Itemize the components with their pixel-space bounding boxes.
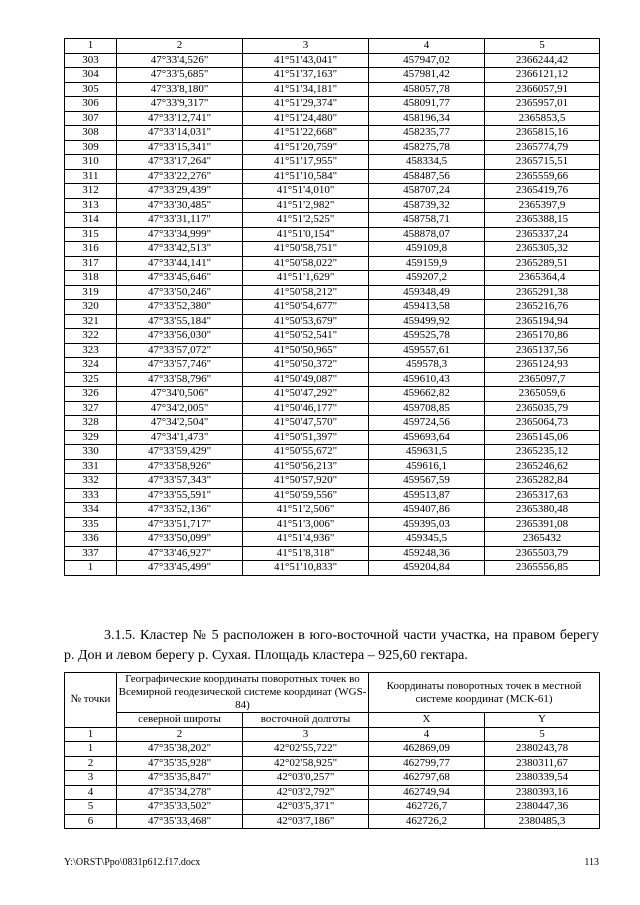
table-cell: 2365064,73 [485,416,600,431]
table-cell: 47°33'55,591" [117,488,243,503]
table-row [65,430,600,445]
table-cell: 330 [65,445,117,460]
table-cell: 5 [485,39,600,54]
table-cell: 47°34'2,504" [117,416,243,431]
page-number: 113 [584,857,599,868]
table-cell: 47°35'38,202" [117,742,243,757]
table-cell: 458057,78 [369,82,485,97]
table-cell: 41°51'0,154" [243,227,369,242]
table-cell: 462797,68 [369,771,485,786]
cluster-5-coordinates-table [64,672,600,829]
header-point-number: № точки [65,673,117,728]
table-cell: 41°51'10,584" [243,169,369,184]
table-cell: 2365317,63 [485,488,600,503]
table-cell: 457981,42 [369,68,485,83]
table-cell: 47°33'42,513" [117,242,243,257]
table-cell: 47°33'14,031" [117,126,243,141]
table-cell: 459348,49 [369,285,485,300]
table-row [65,546,600,561]
table-cell: 41°50'51,397" [243,430,369,445]
table-cell: 459499,92 [369,314,485,329]
table-cell: 47°33'29,439" [117,184,243,199]
table-cell: 47°33'59,429" [117,445,243,460]
table-cell: 1 [65,727,117,742]
table-row [65,756,600,771]
table-cell: 334 [65,503,117,518]
table-cell: 2380339,54 [485,771,600,786]
table-cell: 41°51'22,668" [243,126,369,141]
table-cell: 458334,5 [369,155,485,170]
table-cell: 459109,8 [369,242,485,257]
table-row [65,445,600,460]
table-cell: 2365432 [485,532,600,547]
table-cell: 2365815,16 [485,126,600,141]
table-row [65,198,600,213]
table-row [65,285,600,300]
table-row [65,242,600,257]
table-cell: 328 [65,416,117,431]
header-x: X [369,713,485,728]
table-cell: 47°33'12,741" [117,111,243,126]
table-cell: 41°50'50,372" [243,358,369,373]
table-cell: 2365774,79 [485,140,600,155]
table-cell: 3 [243,727,369,742]
table-cell: 337 [65,546,117,561]
table-cell: 326 [65,387,117,402]
table-row [65,227,600,242]
table-cell: 313 [65,198,117,213]
table-cell: 2365503,79 [485,546,600,561]
table-cell: 47°33'22,276" [117,169,243,184]
table-cell: 41°50'47,292" [243,387,369,402]
table-cell: 306 [65,97,117,112]
table-cell: 47°33'44,141" [117,256,243,271]
table-cell: 1 [65,39,117,54]
table-row [65,561,600,576]
table-row [65,300,600,315]
table-cell: 2365388,15 [485,213,600,228]
table-row [65,800,600,815]
header-local-coords: Координаты поворотных точек в местной системе координат (МСК-61) [369,673,600,713]
column-number-row [65,39,600,54]
table-row [65,358,600,373]
table-cell: 315 [65,227,117,242]
table-cell: 47°33'56,030" [117,329,243,344]
table-cell: 459662,82 [369,387,485,402]
table-cell: 2365715,51 [485,155,600,170]
table-cell: 458739,32 [369,198,485,213]
table-cell: 2380311,67 [485,756,600,771]
table-cell: 41°51'2,982" [243,198,369,213]
table-row [65,271,600,286]
table-row [65,68,600,83]
table-row [65,53,600,68]
table-cell: 459513,87 [369,488,485,503]
table-cell: 457947,02 [369,53,485,68]
table-cell: 42°03'0,257" [243,771,369,786]
table-cell: 2365035,79 [485,401,600,416]
table-cell: 2380485,3 [485,814,600,829]
table-cell: 6 [65,814,117,829]
table-cell: 47°35'34,278" [117,785,243,800]
table-cell: 47°34'0,506" [117,387,243,402]
table-cell: 47°34'1,473" [117,430,243,445]
table-cell: 459693,64 [369,430,485,445]
table-cell: 336 [65,532,117,547]
table-row [65,343,600,358]
table-cell: 335 [65,517,117,532]
table-cell: 41°51'2,525" [243,213,369,228]
table-cell: 41°51'4,010" [243,184,369,199]
table-cell: 2365853,5 [485,111,600,126]
table-row [65,82,600,97]
table-cell: 459207,2 [369,271,485,286]
table-cell: 2365194,94 [485,314,600,329]
table-cell: 2365291,38 [485,285,600,300]
table-cell: 47°33'5,685" [117,68,243,83]
table-cell: 41°50'50,965" [243,343,369,358]
table-row [65,401,600,416]
table-cell: 2365559,66 [485,169,600,184]
table-cell: 41°50'52,541" [243,329,369,344]
table-cell: 325 [65,372,117,387]
table-cell: 2365289,51 [485,256,600,271]
table-cell: 311 [65,169,117,184]
table-cell: 2365305,32 [485,242,600,257]
table-cell: 458235,77 [369,126,485,141]
table-cell: 459395,03 [369,517,485,532]
table-cell: 47°33'34,999" [117,227,243,242]
table-cell: 41°51'20,759" [243,140,369,155]
footer-file-path: Y:\ORST\Ppo\0831p612.f17.docx [64,857,201,868]
table-cell: 459525,78 [369,329,485,344]
table-cell: 458878,07 [369,227,485,242]
table-cell: 47°33'17,264" [117,155,243,170]
table-row [65,169,600,184]
table-cell: 41°51'1,629" [243,271,369,286]
table-cell: 41°51'37,163" [243,68,369,83]
table-row [65,771,600,786]
table-cell: 41°51'43,041" [243,53,369,68]
table-cell: 2366244,42 [485,53,600,68]
table-cell: 2365059,6 [485,387,600,402]
table-cell: 47°33'45,499" [117,561,243,576]
table-cell: 47°33'55,184" [117,314,243,329]
table-cell: 47°33'46,927" [117,546,243,561]
table-cell: 329 [65,430,117,445]
table-cell: 318 [65,271,117,286]
table-row [65,474,600,489]
table-cell: 47°33'45,646" [117,271,243,286]
table-cell: 47°33'31,117" [117,213,243,228]
table-cell: 331 [65,459,117,474]
table-cell: 305 [65,82,117,97]
table-cell: 47°33'8,180" [117,82,243,97]
table-cell: 47°33'57,072" [117,343,243,358]
table-row [65,785,600,800]
table-cell: 2365364,4 [485,271,600,286]
table-cell: 459631,5 [369,445,485,460]
table-cell: 41°51'3,006" [243,517,369,532]
table-cell: 332 [65,474,117,489]
table-row [65,488,600,503]
table-cell: 41°51'34,181" [243,82,369,97]
table-cell: 459724,56 [369,416,485,431]
table-cell: 462799,77 [369,756,485,771]
table-cell: 47°33'30,485" [117,198,243,213]
table-cell: 317 [65,256,117,271]
table-cell: 41°50'56,213" [243,459,369,474]
table-cell: 2365235,12 [485,445,600,460]
table-cell: 2 [117,39,243,54]
table-cell: 458487,56 [369,169,485,184]
table-cell: 459708,85 [369,401,485,416]
table-cell: 41°50'59,556" [243,488,369,503]
table-cell: 3 [65,771,117,786]
table-cell: 47°35'33,468" [117,814,243,829]
table-cell: 41°51'24,480" [243,111,369,126]
header-east-longitude: восточной долготы [243,713,369,728]
table-cell: 2380447,36 [485,800,600,815]
table-cell: 41°51'17,955" [243,155,369,170]
table-cell: 459204,84 [369,561,485,576]
table-cell: 2365282,84 [485,474,600,489]
table-row [65,416,600,431]
table-row [65,517,600,532]
table-row [65,155,600,170]
table-cell: 458707,24 [369,184,485,199]
table-cell: 1 [65,742,117,757]
table-cell: 322 [65,329,117,344]
table-cell: 2365957,01 [485,97,600,112]
table-cell: 462726,7 [369,800,485,815]
table-cell: 320 [65,300,117,315]
table-cell: 47°33'57,343" [117,474,243,489]
column-number-row [65,727,600,742]
table-cell: 319 [65,285,117,300]
table-row [65,111,600,126]
table-row [65,256,600,271]
table-cell: 459557,61 [369,343,485,358]
table-cell: 2380243,78 [485,742,600,757]
table-cell: 310 [65,155,117,170]
table-cell: 41°51'29,374" [243,97,369,112]
table-cell: 47°33'4,526" [117,53,243,68]
table-cell: 41°51'2,506" [243,503,369,518]
table-cell: 2365145,06 [485,430,600,445]
table-cell: 2366057,91 [485,82,600,97]
table-cell: 2 [117,727,243,742]
table-cell: 42°03'5,371" [243,800,369,815]
table-row [65,314,600,329]
table-cell: 462869,09 [369,742,485,757]
table-cell: 316 [65,242,117,257]
table-cell: 458275,78 [369,140,485,155]
table-cell: 47°33'58,796" [117,372,243,387]
table-cell: 2365216,76 [485,300,600,315]
table-cell: 462749,94 [369,785,485,800]
table-cell: 47°33'9,317" [117,97,243,112]
table-cell: 47°33'51,717" [117,517,243,532]
table-cell: 2365397,9 [485,198,600,213]
table-cell: 41°50'54,677" [243,300,369,315]
table-row [65,97,600,112]
table-cell: 2365419,76 [485,184,600,199]
table-cell: 42°02'55,722" [243,742,369,757]
table-cell: 323 [65,343,117,358]
table-cell: 2366121,12 [485,68,600,83]
table-cell: 304 [65,68,117,83]
table-cell: 41°50'49,087" [243,372,369,387]
table-cell: 462726,2 [369,814,485,829]
cluster-5-paragraph: 3.1.5. Кластер № 5 расположен в юго-восточной части участка, на правом берегу р. Дон и левом берегу р. Сухая. Площадь кластера – 925,60 гектара. [64,628,599,663]
table-cell: 307 [65,111,117,126]
table-cell: 1 [65,561,117,576]
table-cell: 459567,59 [369,474,485,489]
table-cell: 459578,3 [369,358,485,373]
table-cell: 303 [65,53,117,68]
table-cell: 459345,5 [369,532,485,547]
table-row [65,213,600,228]
table-cell: 41°50'58,022" [243,256,369,271]
table-row [65,503,600,518]
table-cell: 2365097,7 [485,372,600,387]
table-cell: 47°33'50,246" [117,285,243,300]
header-north-latitude: северной широты [117,713,243,728]
table-cell: 47°35'33,502" [117,800,243,815]
table-cell: 47°33'52,136" [117,503,243,518]
table-cell: 2380393,16 [485,785,600,800]
table-cell: 458758,71 [369,213,485,228]
table-row [65,372,600,387]
table-cell: 308 [65,126,117,141]
table-cell: 47°35'35,928" [117,756,243,771]
table-cell: 42°02'58,925" [243,756,369,771]
table-cell: 3 [243,39,369,54]
table-cell: 2365170,86 [485,329,600,344]
table-cell: 458196,34 [369,111,485,126]
table-row [65,742,600,757]
table-row [65,459,600,474]
table-cell: 4 [369,39,485,54]
table-cell: 314 [65,213,117,228]
table-cell: 47°33'50,099" [117,532,243,547]
table-cell: 2365380,48 [485,503,600,518]
table-cell: 2365246,62 [485,459,600,474]
header-y: Y [485,713,600,728]
table-cell: 459159,9 [369,256,485,271]
table-cell: 41°50'53,679" [243,314,369,329]
table-cell: 2365337,24 [485,227,600,242]
table-cell: 2365391,08 [485,517,600,532]
table-cell: 41°50'46,177" [243,401,369,416]
table-cell: 41°50'47,570" [243,416,369,431]
table-cell: 47°33'15,341" [117,140,243,155]
table-cell: 47°33'58,926" [117,459,243,474]
table-cell: 459616,1 [369,459,485,474]
table-cell: 47°33'52,380" [117,300,243,315]
table-cell: 333 [65,488,117,503]
table-cell: 459248,36 [369,546,485,561]
table-cell: 309 [65,140,117,155]
table-cell: 41°50'58,212" [243,285,369,300]
table-row [65,814,600,829]
table-cell: 312 [65,184,117,199]
table-cell: 459413,58 [369,300,485,315]
table-cell: 41°50'58,751" [243,242,369,257]
table-cell: 459407,86 [369,503,485,518]
table-cell: 47°35'35,847" [117,771,243,786]
table-row [65,532,600,547]
table-cell: 2365556,85 [485,561,600,576]
table-cell: 4 [65,785,117,800]
table-cell: 41°50'57,920" [243,474,369,489]
table-cell: 324 [65,358,117,373]
table-cell: 41°51'8,318" [243,546,369,561]
table-cell: 321 [65,314,117,329]
table-row [65,329,600,344]
table-cell: 41°51'10,833" [243,561,369,576]
table-cell: 41°51'4,936" [243,532,369,547]
table-cell: 42°03'2,792" [243,785,369,800]
table-row [65,126,600,141]
table-cell: 5 [65,800,117,815]
table-row [65,140,600,155]
table-row [65,387,600,402]
table-cell: 41°50'55,672" [243,445,369,460]
table-cell: 459610,43 [369,372,485,387]
table-cell: 2 [65,756,117,771]
table-cell: 5 [485,727,600,742]
table-cell: 2365137,56 [485,343,600,358]
header-geographic-coords: Географические координаты поворотных точек во Всемирной геодезической системе координат (WGS-84) [117,673,369,713]
table-cell: 2365124,93 [485,358,600,373]
table-cell: 327 [65,401,117,416]
table-cell: 4 [369,727,485,742]
table-cell: 42°03'7,186" [243,814,369,829]
table-row [65,184,600,199]
coordinates-table-continued [64,38,600,576]
table-cell: 47°33'57,746" [117,358,243,373]
table-cell: 47°34'2,005" [117,401,243,416]
table-cell: 458091,77 [369,97,485,112]
